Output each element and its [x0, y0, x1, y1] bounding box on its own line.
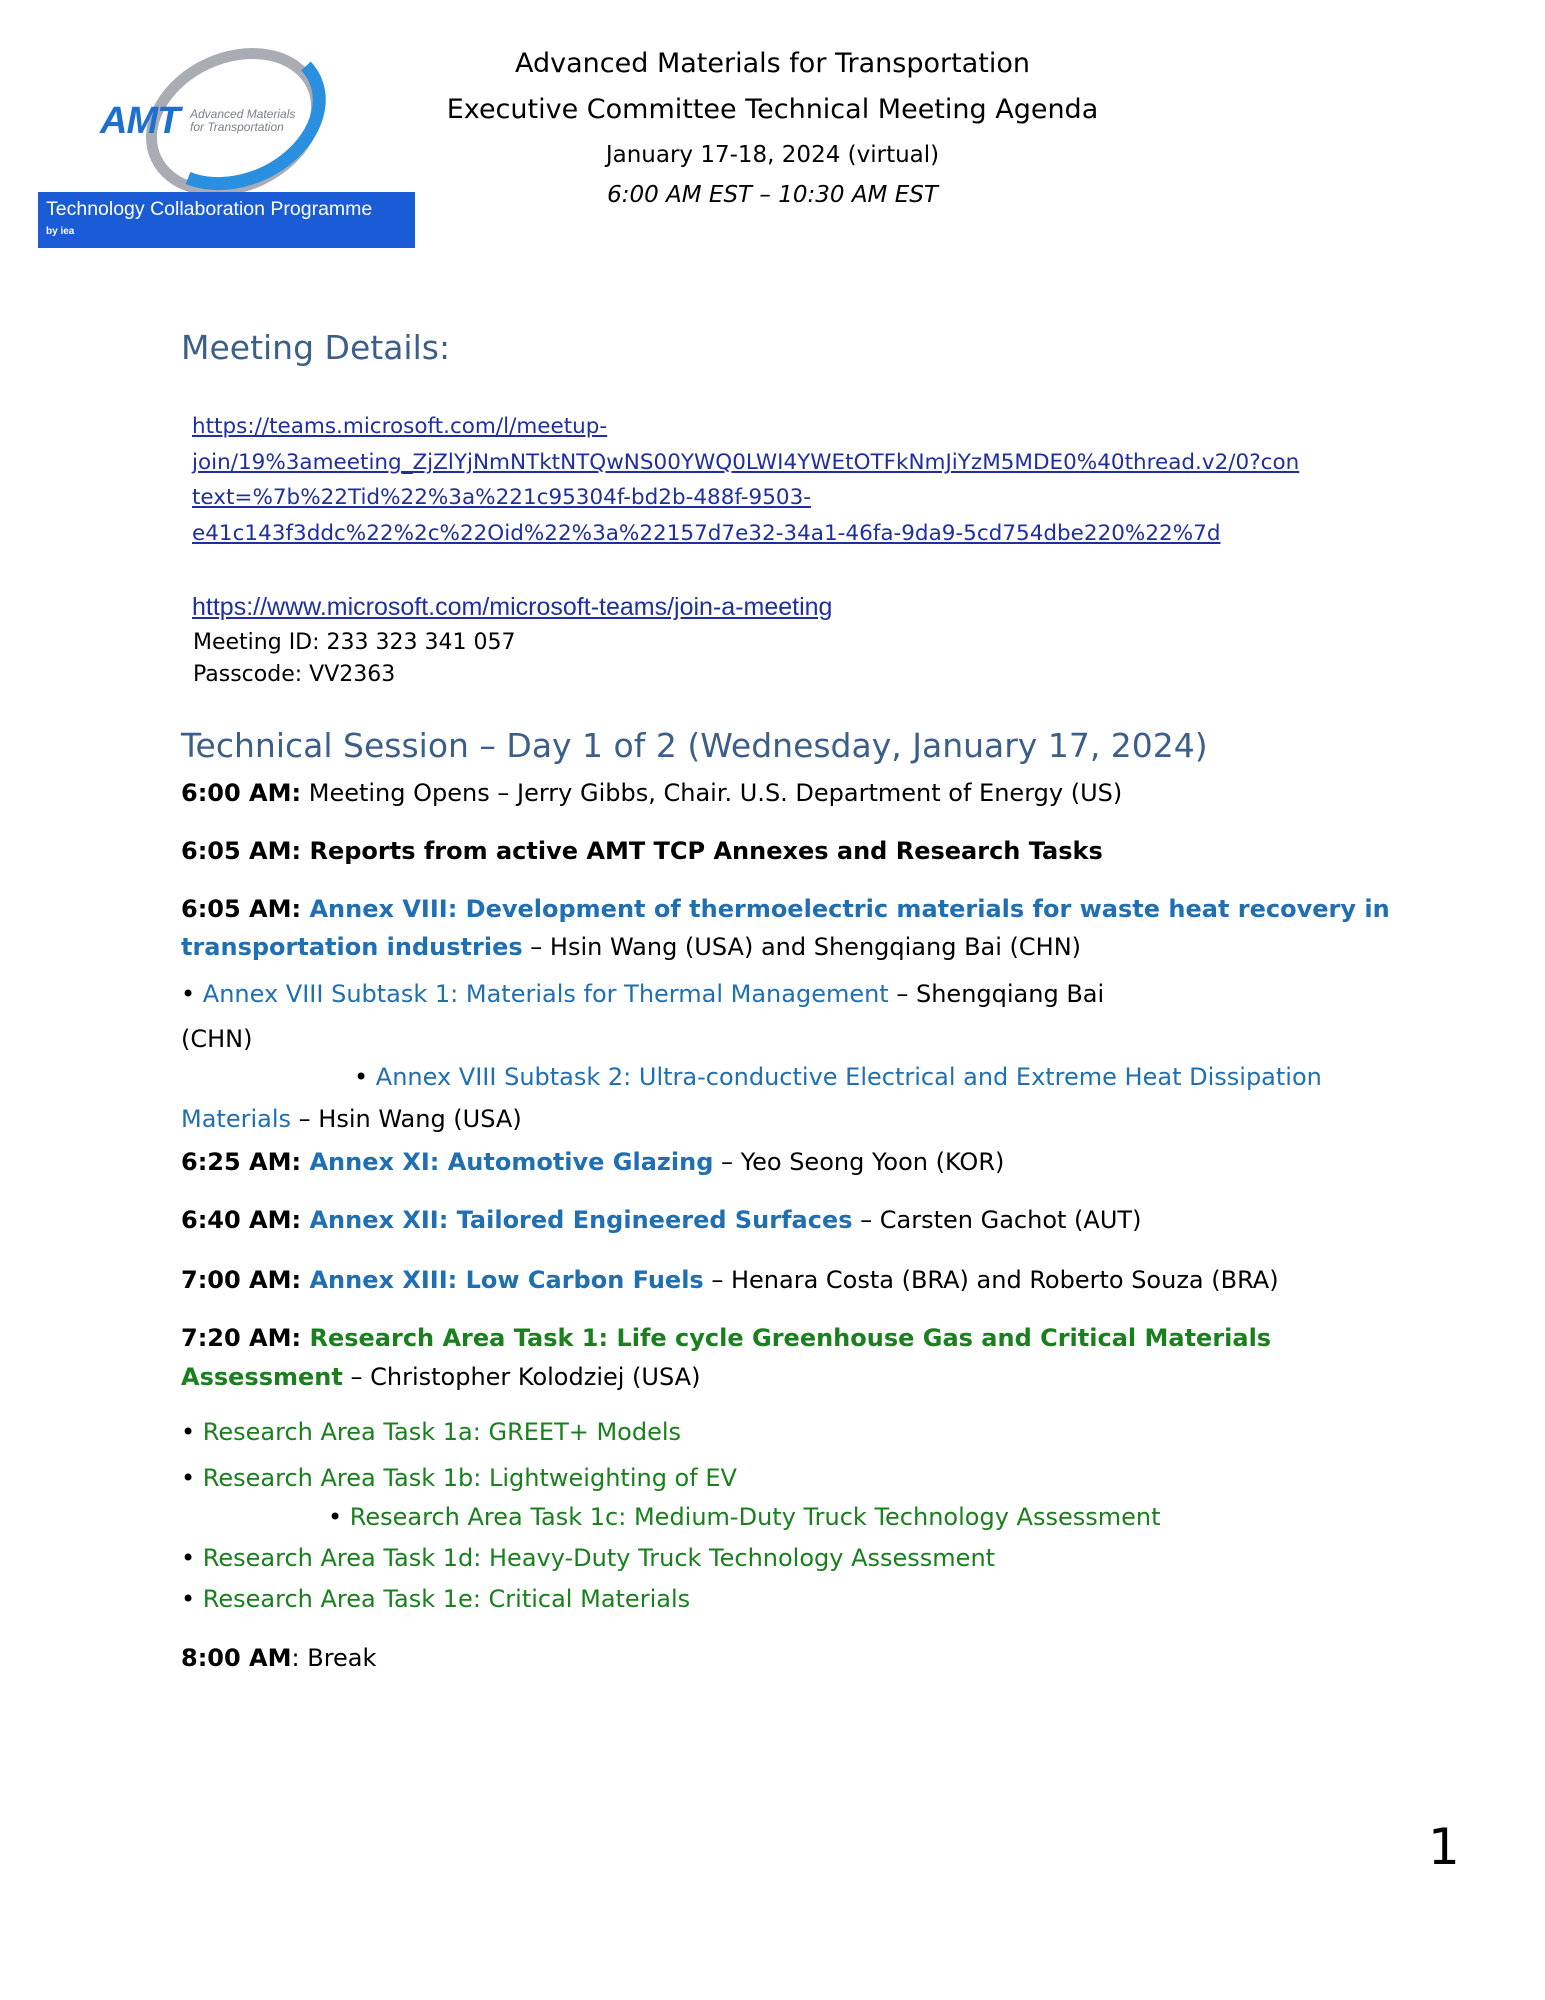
join-meeting-link[interactable]: https://www.microsoft.com/microsoft-teams/join-a-meeting — [192, 593, 833, 621]
agenda-time: 8:00 AM — [181, 1644, 292, 1672]
title-line-2: Executive Committee Technical Meeting Agenda — [446, 94, 1099, 125]
agenda-time: 7:20 AM: — [181, 1324, 302, 1352]
research-task-title: Assessment — [181, 1363, 343, 1391]
subtask-title: Materials — [181, 1105, 292, 1133]
annex-title: Annex XIII: Low Carbon Fuels — [301, 1266, 704, 1294]
meeting-details-heading: Meeting Details: — [181, 328, 451, 367]
agenda-text: – Hsin Wang (USA) and Shengqiang Bai (CHN) — [522, 933, 1082, 961]
meeting-times: 6:00 AM EST – 10:30 AM EST — [607, 182, 938, 208]
bullet-icon: • — [328, 1503, 343, 1531]
agenda-text: – Yeo Seong Yoon (KOR) — [713, 1148, 1005, 1176]
teams-link-line-1[interactable]: https://teams.microsoft.com/l/meetup- — [192, 414, 608, 439]
meeting-id: Meeting ID: 233 323 341 057 — [193, 630, 516, 655]
agenda-item — [181, 1206, 1141, 1234]
session-heading: Technical Session – Day 1 of 2 (Wednesday, January 17, 2024) — [181, 726, 1208, 765]
agenda-text: – Shengqiang Bai — [888, 980, 1105, 1008]
subtask-title: Annex VIII Subtask 2: Ultra-conductive Electrical and Extreme Heat Dissipation — [368, 1063, 1322, 1091]
research-task-title: Research Area Task 1: Life cycle Greenhouse Gas and Critical Materials — [301, 1324, 1272, 1352]
agenda-text: – Carsten Gachot (AUT) — [852, 1206, 1142, 1234]
annex-title: Annex XI: Automotive Glazing — [301, 1148, 714, 1176]
agenda-subitem — [181, 1464, 737, 1492]
agenda-item — [181, 837, 1103, 865]
agenda-subitem — [354, 1063, 1322, 1091]
agenda-item — [181, 1266, 1279, 1294]
agenda-subitem-continued — [181, 1105, 522, 1133]
research-subtask-title: Research Area Task 1c: Medium-Duty Truck Technology Assessment — [342, 1503, 1161, 1531]
agenda-text: – Henara Costa (BRA) and Roberto Souza (BRA) — [703, 1266, 1279, 1294]
agenda-subitem — [181, 1418, 681, 1446]
annex-title: transportation industries — [181, 933, 523, 961]
teams-link-line-3[interactable]: text=%7b%22Tid%22%3a%221c95304f-bd2b-488f-9503- — [192, 485, 812, 510]
research-subtask-title: Research Area Task 1b: Lightweighting of EV — [195, 1464, 737, 1492]
agenda-text: : Break — [291, 1644, 377, 1672]
annex-title: Annex VIII: Development of thermoelectric materials for waste heat recovery in — [301, 895, 1390, 923]
agenda-text: – Christopher Kolodziej (USA) — [342, 1363, 701, 1391]
meeting-dates: January 17-18, 2024 (virtual) — [605, 142, 940, 168]
agenda-text: Reports from active AMT TCP Annexes and Research Tasks — [301, 837, 1103, 865]
title-line-1: Advanced Materials for Transportation — [515, 48, 1030, 79]
agenda-subitem — [328, 1503, 1161, 1531]
agenda-time: 6:05 AM: — [181, 837, 302, 865]
agenda-subitem — [181, 980, 1104, 1008]
logo-brand: AMT — [100, 100, 180, 142]
agenda-time: 6:00 AM: — [181, 779, 302, 807]
agenda-time: 7:00 AM: — [181, 1266, 302, 1294]
bullet-icon: • — [181, 980, 196, 1008]
agenda-subitem — [181, 1544, 995, 1572]
bullet-icon: • — [181, 1418, 196, 1446]
agenda-item — [181, 895, 1390, 923]
agenda-subitem — [181, 1585, 690, 1613]
bullet-icon: • — [181, 1544, 196, 1572]
page-number: 1 — [1428, 1818, 1460, 1876]
bullet-icon: • — [181, 1464, 196, 1492]
teams-link-line-4[interactable]: e41c143f3ddc%22%2c%22Oid%22%3a%22157d7e32-34a1-46fa-9da9-5cd754dbe220%22%7d — [192, 521, 1221, 546]
agenda-time: 6:40 AM: — [181, 1206, 302, 1234]
agenda-item-continued — [181, 933, 1081, 961]
logo-banner-text: Technology Collaboration Programme — [46, 198, 373, 220]
agenda-text: Meeting Opens – Jerry Gibbs, Chair. U.S. Department of Energy (US) — [301, 779, 1123, 807]
agenda-time: 6:05 AM: — [181, 895, 302, 923]
research-subtask-title: Research Area Task 1a: GREET+ Models — [195, 1418, 682, 1446]
meeting-passcode: Passcode: VV2363 — [193, 662, 396, 687]
agenda-item — [181, 1148, 1004, 1176]
agenda-subitem-continued — [181, 1025, 252, 1053]
agenda-time: 6:25 AM: — [181, 1148, 302, 1176]
annex-title: Annex XII: Tailored Engineered Surfaces — [301, 1206, 853, 1234]
agenda-item — [181, 1324, 1271, 1352]
logo-brand-subtitle: Advanced Materials for Transportation — [190, 107, 296, 134]
agenda-item — [181, 1644, 376, 1672]
agenda-text: – Hsin Wang (USA) — [291, 1105, 522, 1133]
teams-link-line-2[interactable]: join/19%3ameeting_ZjZlYjNmNTktNTQwNS00YWQ0LWI4YWEtOTFkNmJiYzM5MDE0%40thread.v2/0?con — [192, 450, 1300, 475]
agenda-item-continued — [181, 1363, 700, 1391]
bullet-icon: • — [354, 1063, 369, 1091]
bullet-icon: • — [181, 1585, 196, 1613]
logo-banner-sub: by iea — [46, 226, 75, 237]
agenda-text: (CHN) — [181, 1025, 253, 1053]
agenda-item — [181, 779, 1122, 807]
research-subtask-title: Research Area Task 1e: Critical Materials — [195, 1585, 691, 1613]
subtask-title: Annex VIII Subtask 1: Materials for Thermal Management — [195, 980, 889, 1008]
research-subtask-title: Research Area Task 1d: Heavy-Duty Truck Technology Assessment — [195, 1544, 996, 1572]
